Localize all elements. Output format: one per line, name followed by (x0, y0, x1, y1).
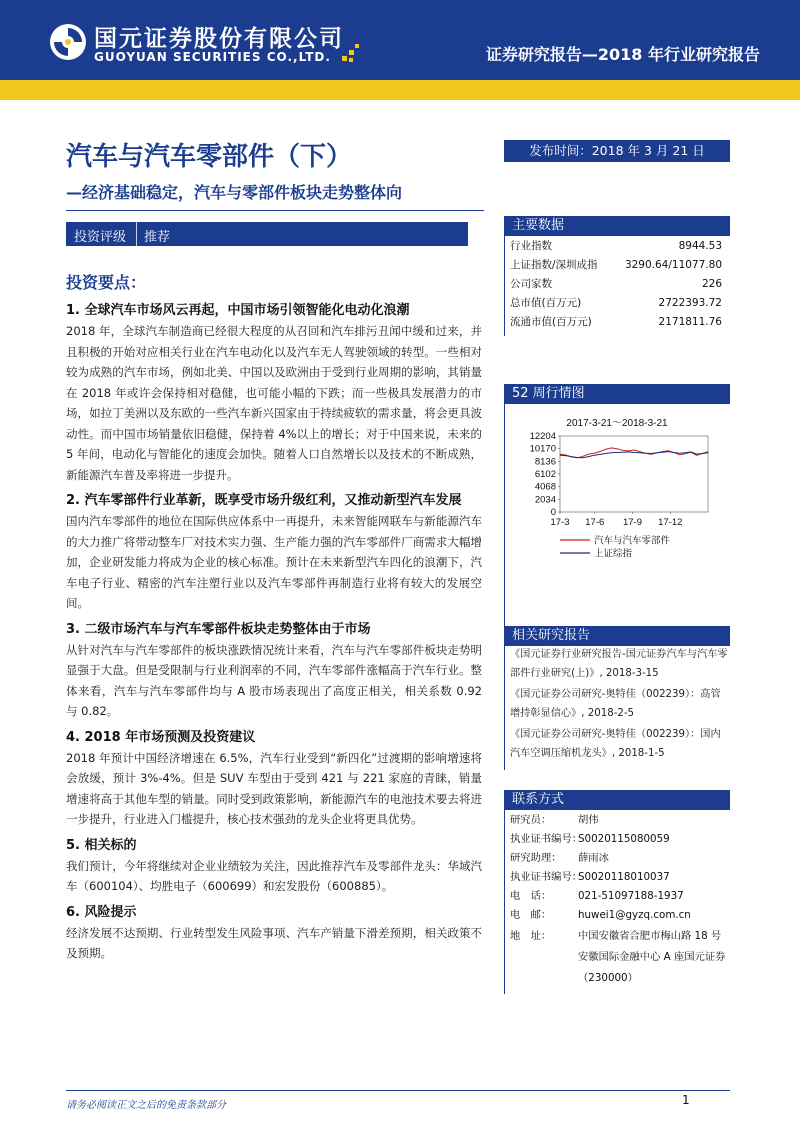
chart-heading: 52 周行情图 (504, 384, 730, 404)
main-data-value: 2171811.76 (658, 316, 722, 328)
contact-value: S0020118010037 (578, 871, 670, 883)
related-report-item: 《国元证券公司研究-奥特佳（002239）：高管增持彰显信心》, 2018-2-5 (510, 689, 721, 719)
point-body: 我们预计，今年将继续对企业业绩较为关注，因此推荐汽车及零部件龙头：华域汽车（600104）、均胜电子（600699）和宏发股份（600885）。 (66, 858, 482, 893)
contact-email[interactable]: huwei1@gyzq.com.cn (578, 909, 691, 921)
rating-separator (136, 222, 137, 246)
contact-row (510, 810, 599, 830)
x-tick-label: 17-3 (550, 517, 570, 528)
main-data-key: 总市值(百万元) (510, 297, 582, 309)
y-tick-label: 0 (550, 507, 556, 518)
contact-row (510, 905, 691, 925)
x-tick-label: 17-12 (658, 517, 683, 528)
main-data-heading: 主要数据 (504, 216, 730, 236)
footer-divider (66, 1090, 730, 1091)
main-data-row (504, 236, 730, 256)
chart-title: 2017-3-21～2018-3-21 (566, 418, 668, 429)
contact-value: 胡伟 (578, 814, 599, 826)
rating-bar (66, 222, 468, 246)
y-tick-label: 6102 (534, 469, 556, 480)
contact-key: 地 址： (510, 930, 552, 942)
related-reports-heading: 相关研究报告 (504, 626, 730, 646)
main-data-key: 公司家数 (510, 278, 552, 290)
contact-key: 研究员： (510, 814, 552, 826)
y-tick-label: 2034 (534, 494, 556, 506)
contact-row (510, 886, 684, 906)
main-data-key: 流通市值(百万元) (510, 316, 592, 328)
contact-key: 执业证书编号： (510, 871, 583, 883)
main-data-value: 226 (701, 278, 722, 290)
logo-dots-icon (340, 42, 360, 66)
y-tick-label: 8136 (534, 456, 556, 468)
contact-address-value: 中国安徽省合肥市梅山路 18 号安徽国际金融中心 A 座国元证券（230000） (578, 930, 726, 984)
page-title: 汽车与汽车零部件（下） (66, 142, 353, 172)
main-data-row (504, 312, 730, 332)
main-data-key: 行业指数 (510, 240, 552, 252)
key-points-section (66, 270, 482, 970)
weekly-price-chart (504, 414, 730, 624)
y-tick-label: 4068 (534, 481, 556, 493)
related-report-item: 《国元证券行业研究报告-国元证券汽车与汽车零部件行业研究(上)》, 2018-3-15 (510, 649, 728, 679)
contact-value: 021-51097188-1937 (578, 890, 684, 902)
rating-label: 投资评级 (74, 230, 127, 245)
y-tick-label: 10170 (529, 443, 556, 455)
logo-chinese-name: 国元证券股份有限公司 (94, 26, 344, 52)
point-body: 2018 年预计中国经济增速在 6.5%，汽车行业受到“新四化”过渡期的影响增速将会放缓，预计 3%-4%。但是 SUV 车型由于受到 421 与 221 家庭的青睐，销量增速将高于其他车型的销量。同时受到政策影响，新能源汽车的电池技术要去将进一步提升，行业进入门槛提升，核心技术强劲的龙头企业将更具优势。 (66, 750, 482, 826)
footer-disclaimer: 请务必阅读正文之后的免责条款部分 (66, 1100, 226, 1111)
chart-plot-frame (560, 436, 708, 512)
x-tick-label: 17-6 (585, 517, 605, 528)
contact-key: 电 邮： (510, 909, 552, 921)
related-report-item: 《国元证券公司研究-奥特佳（002239）：国内汽车空调压缩机龙头》, 2018-1-5 (510, 729, 721, 759)
contact-row (510, 829, 670, 849)
contact-key: 执业证书编号： (510, 833, 583, 845)
point-title: 1. 全球汽车市场风云再起，中国市场引领智能化电动化浪潮 (66, 303, 410, 318)
contact-value: 薛雨冰 (578, 852, 609, 864)
point-body: 2018 年，全球汽车制造商已经很大程度的从召回和汽车排污丑闻中缓和过来，并且积极的开始对应相关行业在汽车电动化以及汽车无人驾驶领域的转型。一些相对较为成熟的汽车市场，例如北美、中国以及欧洲由于受到行业周期的影响，其销量在 2018 年或许会保持相对稳健，也可能小幅的下跌；而一些极具发展潜力的市场，如拉丁美洲以及东欧的一些汽车新兴国家由于持续疲软的需求量，将会更具波动性。而中国市场销量依旧稳健，保持着 4%以上的增长；对于中国来说，未来的 5 年间，电动化与智能化的速度会加快。随着人口自然增长以及技术的不断成熟，新能源汽车普及率将进一步提升。 (66, 324, 482, 482)
point-title: 2. 汽车零部件行业革新，既享受市场升级红利，又推动新型汽车发展 (66, 493, 462, 508)
legend-label: 汽车与汽车零部件 (594, 535, 671, 547)
main-data-row (504, 255, 730, 275)
main-data-row (504, 274, 730, 294)
page-number: 1 (682, 1093, 690, 1107)
related-reports-list (504, 645, 730, 765)
contact-value: S0020115080059 (578, 833, 670, 845)
contact-key: 电 话： (510, 890, 552, 902)
contact-address (510, 926, 728, 992)
y-tick-label: 12204 (529, 431, 556, 442)
report-type: 证券研究报告—2018 年行业研究报告 (485, 45, 760, 64)
main-data-row (504, 293, 730, 313)
point-title: 3. 二级市场汽车与汽车零部件板块走势整体由于市场 (66, 621, 371, 637)
contact-key: 研究助理： (510, 852, 562, 864)
main-data-value: 8944.53 (678, 240, 722, 252)
point-body: 从针对汽车与汽车零部件的板块涨跌情况统计来看，汽车与汽车零部件板块走势明显强于大盘。但是受限制与行业利润率的不同，汽车零部件涨幅高于汽车行业。整体来看，汽车与汽车零部件均与 A 股市场表现出了高度正相关，相关系数 0.92 与 0.82。 (66, 642, 482, 718)
key-points-heading: 投资要点： (66, 273, 147, 292)
logo-english-name: GUOYUAN SECURITIES CO.,LTD. (94, 50, 331, 64)
point-title: 4. 2018 年市场预测及投资建议 (66, 729, 256, 745)
title-divider (66, 210, 484, 211)
contact-rule (504, 810, 505, 994)
main-data-value: 2722393.72 (658, 297, 722, 309)
point-body: 国内汽车零部件的地位在国际供应体系中一再提升，未来智能网联车与新能源汽车的大力推广将带动整车厂对技术实力强、生产能力强的汽车零部件厂商需求大幅增加，企业研发能力将成为企业的核心标准。预计在未来新型汽车四化的浪潮下，汽车电子行业、精密的汽车注塑行业以及汽车零部件再制造行业将有较大的发展空间。 (66, 514, 482, 610)
point-body: 经济发展不达预期、行业转型发生风险事项、汽车产销量下滑差预期，相关政策不及预期。 (66, 925, 482, 960)
contact-row (510, 867, 670, 887)
x-tick-label: 17-9 (623, 517, 643, 528)
company-logo-icon (48, 22, 88, 62)
main-data-value: 3290.64/11077.80 (624, 259, 722, 271)
page-subtitle: —经济基础稳定，汽车与零部件板块走势整体向 (66, 183, 403, 202)
contact-row (510, 848, 609, 868)
main-data-key: 上证指数/深圳成指 (510, 259, 598, 271)
contact-heading: 联系方式 (504, 790, 730, 810)
point-title: 5. 相关标的 (66, 837, 137, 853)
company-logo (44, 14, 374, 70)
header-accent-band (0, 80, 800, 100)
point-title: 6. 风险提示 (66, 904, 137, 920)
publish-date: 发布时间：2018 年 3 月 21 日 (504, 140, 730, 162)
rating-value: 推荐 (144, 230, 171, 245)
legend-label: 上证综指 (594, 548, 633, 560)
